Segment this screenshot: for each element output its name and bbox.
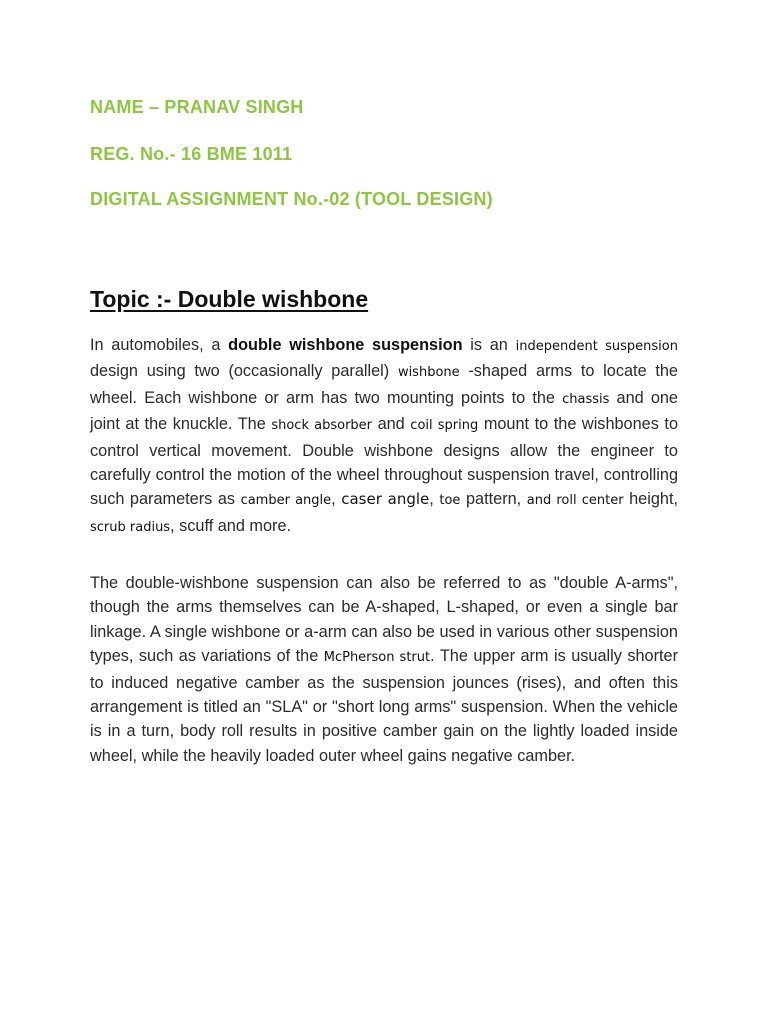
term-scrub-radius: scrub radius [90,519,171,535]
text-run: pattern, [460,490,527,509]
term-roll-center: and roll center [526,493,624,509]
text-run: height, [623,490,678,509]
text-run: mount to the wishbones to control vertical movement. Double wishbone designs allow the engineer to carefully control the motion of the wheel throughout suspension travel, controlling such parameters as [90,415,678,509]
paragraph-1 [90,333,678,540]
text-run: is an [462,336,516,354]
term-wishbone: wishbone [397,365,460,381]
term-caser-angle: caser angle [341,490,430,509]
student-name: NAME – PRANAV SINGH [90,97,304,117]
term-coil-spring: coil spring [410,418,479,434]
text-run: , scuff and more. [170,516,292,535]
text-run: and [372,415,411,434]
text-run: -shaped arms to locate the wheel. Each wishbone or arm has two mounting points to the [90,362,678,407]
assignment-title: DIGITAL ASSIGNMENT No.-02 (TOOL DESIGN) [90,189,493,209]
term-shock-absorber: shock absorber [271,418,373,434]
text-run: design using two (occasionally parallel) [90,362,398,381]
term-chassis: chassis [562,391,610,407]
text-run: and one joint at the knuckle. The [90,388,678,434]
text-run: The double-wishbone suspension can also be referred to as "double A-arms", though the arms themselves can be A-shaped, L-shaped, or even a single bar linkage. A single wishbone or a-arm can also be used in various other suspension types, such as variations of the [90,574,678,666]
term-camber-angle: camber angle [240,493,332,509]
text-run: , [331,490,342,509]
topic-heading: Topic :- Double wishbone [90,286,369,312]
term-mcpherson-strut: McPherson strut [323,650,431,666]
registration-number: REG. No.- 16 BME 1011 [90,144,293,164]
paragraph-2 [90,571,678,768]
term-independent-suspension: independent suspension [515,339,678,354]
term-double-wishbone-suspension: double wishbone suspension [228,336,463,354]
text-run: . The upper arm is usually shorter to induced negative camber as the suspension jounces (rises), and often this arrangement is titled an "SLA" or "short long arms" suspension. When the vehicle is in a turn, body roll results in positive camber gain on the lightly loaded inside wheel, while the heavily loaded outer wheel gains negative camber. [90,647,679,765]
text-run: , [429,490,440,509]
term-toe: toe [439,493,461,509]
text-run: In automobiles, a [90,336,229,354]
